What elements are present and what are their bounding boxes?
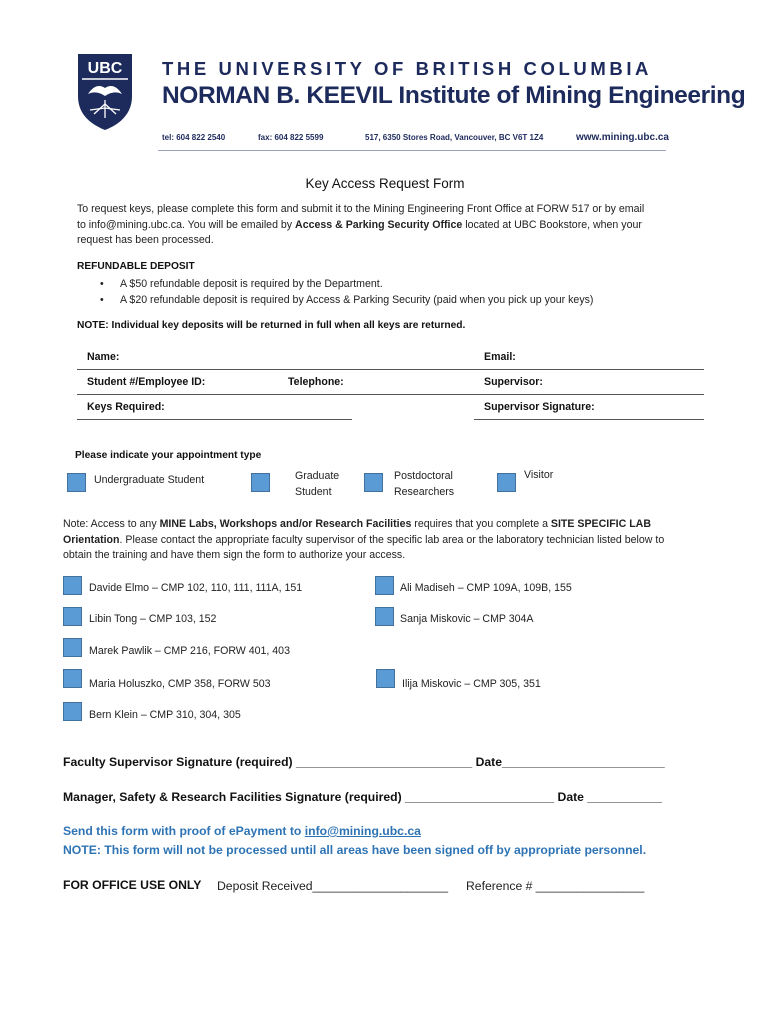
lab-label-pawlik: Marek Pawlik – CMP 216, FORW 401, 403 [89, 645, 290, 657]
deposit-heading: REFUNDABLE DEPOSIT [77, 261, 195, 272]
lab-label-madiseh: Ali Madiseh – CMP 109A, 109B, 155 [400, 582, 572, 594]
deposit-list [100, 276, 593, 308]
faculty-signature-line[interactable]: Faculty Supervisor Signature (required) __________________________ Date________________________ [63, 755, 665, 769]
labs-note: Note: Access to any MINE Labs, Workshops and/or Research Facilities requires that you complete a SITE SPECIFIC LAB Orientation. Please contact the appropriate faculty supervisor of the specific lab area or the laboratory technician listed below to obtain the training and have them sign the form to authorize your access. [63, 518, 665, 561]
institute-name: NORMAN B. KEEVIL Institute of Mining Engineering [162, 82, 746, 109]
lab-label-klein: Bern Klein – CMP 310, 304, 305 [89, 709, 241, 721]
lab-checkbox-i-miskovic[interactable] [376, 669, 395, 688]
keys-required-field[interactable] [77, 419, 352, 420]
email-label: Email: [484, 351, 516, 363]
lab-label-elmo: Davide Elmo – CMP 102, 110, 111, 111A, 151 [89, 582, 303, 594]
deposit-note: NOTE: Individual key deposits will be returned in full when all keys are returned. [77, 320, 466, 331]
list-item: • A $20 refundable deposit is required by Access & Parking Security (paid when you pick up your keys) [100, 294, 594, 306]
fax-number: fax: 604 822 5599 [258, 133, 324, 142]
lab-checkbox-pawlik[interactable] [63, 638, 82, 657]
office-use-label: FOR OFFICE USE ONLY [63, 878, 202, 892]
appointment-heading: Please indicate your appointment type [75, 450, 262, 461]
visitor-checkbox[interactable] [497, 473, 516, 492]
supervisor-label: Supervisor: [484, 376, 543, 388]
postdoctoral-checkbox[interactable] [364, 473, 383, 492]
supervisor-signature-label: Supervisor Signature: [484, 401, 595, 413]
lab-label-holuszko: Maria Holuszko, CMP 358, FORW 503 [89, 678, 271, 690]
lab-label-i-miskovic: Ilija Miskovic – CMP 305, 351 [402, 678, 541, 690]
lab-label-s-miskovic: Sanja Miskovic – CMP 304A [400, 613, 534, 625]
lab-label-tong: Libin Tong – CMP 103, 152 [89, 613, 217, 625]
send-instruction: Send this form with proof of ePayment to info@mining.ubc.ca [63, 824, 421, 838]
graduate-checkbox[interactable] [251, 473, 270, 492]
student-id-label: Student #/Employee ID: [87, 376, 206, 388]
postdoctoral-label: Postdoctoral Researchers [394, 470, 455, 498]
university-name: THE UNIVERSITY OF BRITISH COLUMBIA [162, 58, 653, 79]
graduate-label: Graduate Student [295, 470, 340, 498]
intro-paragraph: To request keys, please complete this form and submit it to the Mining Engineering Front Office at FORW 517 or by email to info@mining.ubc.ca. You will be emailed by Access & Parking Security Office located at UBC Bookstore, when your request has been processed. [77, 203, 645, 246]
undergraduate-checkbox[interactable] [67, 473, 86, 492]
lab-checkbox-holuszko[interactable] [63, 669, 82, 688]
form-title: Key Access Request Form [305, 176, 465, 191]
lab-checkbox-s-miskovic[interactable] [375, 607, 394, 626]
list-item: • A $50 refundable deposit is required by the Department. [100, 278, 383, 290]
deposit-received-field[interactable]: Deposit Received____________________ [217, 879, 449, 893]
manager-signature-line[interactable]: Manager, Safety & Research Facilities Signature (required) ______________________ Date ___________ [63, 790, 662, 804]
website-link[interactable]: www.mining.ubc.ca [576, 132, 669, 143]
lab-checkbox-klein[interactable] [63, 702, 82, 721]
name-label: Name: [87, 351, 120, 363]
email-link[interactable]: info@mining.ubc.ca [304, 824, 421, 838]
telephone-label: Telephone: [288, 376, 344, 388]
reference-field[interactable]: Reference # ________________ [466, 879, 645, 893]
lab-checkbox-tong[interactable] [63, 607, 82, 626]
visitor-label: Visitor [524, 469, 554, 481]
ubc-crest-logo [76, 52, 134, 132]
lab-checkbox-elmo[interactable] [63, 576, 82, 595]
header-divider [158, 150, 666, 151]
student-id-field[interactable] [77, 394, 704, 395]
undergraduate-label: Undergraduate Student [94, 474, 205, 486]
processing-note: NOTE: This form will not be processed until all areas have been signed off by appropriate personnel. [63, 843, 647, 857]
tel-number: tel: 604 822 2540 [162, 133, 226, 142]
supervisor-signature-field[interactable] [474, 419, 704, 420]
logo-text: UBC [87, 60, 123, 77]
keys-required-label: Keys Required: [87, 401, 165, 413]
name-field[interactable] [77, 369, 704, 370]
lab-checkbox-madiseh[interactable] [375, 576, 394, 595]
address: 517, 6350 Stores Road, Vancouver, BC V6T 1Z4 [365, 133, 544, 142]
